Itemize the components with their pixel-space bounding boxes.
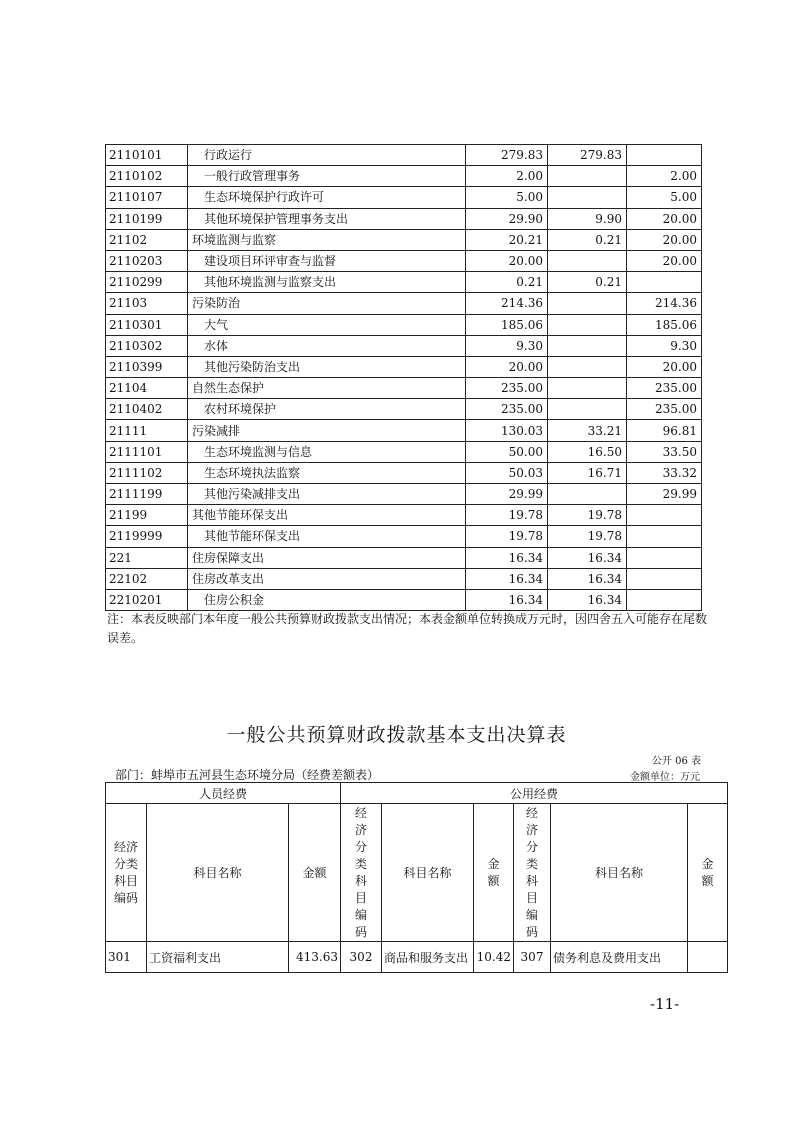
row-total: 235.00 [466,399,548,420]
code-1: 301 [106,942,147,973]
row-code: 22102 [106,568,188,589]
row-code: 221 [106,547,188,568]
group-header-row [106,783,728,804]
col-code-public-2-label: 经济分类科目编码 [525,805,538,939]
col-name-public-2: 科目名称 [551,804,688,942]
row-project: 33.32 [627,462,702,483]
code-3: 307 [514,942,551,973]
row-project [627,145,702,166]
row-code: 21102 [106,229,188,250]
row-code: 2110107 [106,187,188,208]
row-code: 2110302 [106,335,188,356]
row-basic [548,166,627,187]
row-name: 自然生态保护 [188,378,466,399]
row-name: 农村环境保护 [188,399,466,420]
row-basic: 16.34 [548,589,627,610]
amount-2: 10.42 [474,942,514,973]
row-basic [548,335,627,356]
row-total: 214.36 [466,293,548,314]
table-row [106,589,702,610]
row-code: 21104 [106,378,188,399]
table-row [106,272,702,293]
row-basic: 19.78 [548,505,627,526]
row-name: 污染减排 [188,420,466,441]
table-row [106,356,702,377]
row-project: 235.00 [627,399,702,420]
row-basic [548,250,627,271]
col-amount-personnel: 金额 [289,804,341,942]
row-code: 2210201 [106,589,188,610]
amount-1: 413.63 [289,942,341,973]
table-row [106,229,702,250]
row-project: 20.00 [627,229,702,250]
row-project: 214.36 [627,293,702,314]
table-note: 注：本表反映部门本年度一般公共预算财政拨款支出情况；本表金额单位转换成万元时，因四舍五入可能存在尾数误差。 [107,612,708,645]
col-amount-public-1-label: 金额 [487,856,500,888]
row-name: 行政运行 [188,145,466,166]
row-basic [548,314,627,335]
row-total: 29.90 [466,208,548,229]
row-basic: 279.83 [548,145,627,166]
row-total: 16.34 [466,589,548,610]
row-name: 其他节能环保支出 [188,526,466,547]
row-project: 20.00 [627,250,702,271]
amount-unit-label: 金额单位：万元 [630,772,700,783]
row-code: 2110399 [106,356,188,377]
col-amount-public-1 [474,804,514,942]
row-name: 建设项目环评审查与监督 [188,250,466,271]
row-total: 16.34 [466,568,548,589]
expenditure-detail-table [105,144,702,611]
department-label: 部门：蚌埠市五河县生态环境分局（经费差额表） [115,768,380,782]
row-project: 20.00 [627,356,702,377]
row-name: 住房公积金 [188,589,466,610]
row-basic [548,484,627,505]
row-basic [548,378,627,399]
row-code: 2110203 [106,250,188,271]
table-row [106,505,702,526]
row-basic [548,293,627,314]
row-project [627,589,702,610]
col-code-personnel-label: 经济分类科目编码 [113,839,138,905]
table-row [106,145,702,166]
row-name: 大气 [188,314,466,335]
row-project [627,547,702,568]
row-basic: 19.78 [548,526,627,547]
row-code: 2119999 [106,526,188,547]
table-row [106,399,702,420]
table-row [106,335,702,356]
table-row [106,378,702,399]
row-basic: 16.71 [548,462,627,483]
row-name: 生态环境执法监察 [188,462,466,483]
col-amount-public-2 [688,804,728,942]
row-code: 21199 [106,505,188,526]
table-number: 公开 06 表 [651,756,701,767]
row-total: 279.83 [466,145,548,166]
row-total: 19.78 [466,526,548,547]
col-code-personnel [106,804,147,942]
row-total: 20.21 [466,229,548,250]
public-group-header: 公用经费 [341,783,728,804]
row-project: 5.00 [627,187,702,208]
row-project [627,272,702,293]
row-total: 19.78 [466,505,548,526]
row-project: 9.30 [627,335,702,356]
row-basic [548,399,627,420]
row-name: 生态环境监测与信息 [188,441,466,462]
row-name: 其他污染减排支出 [188,484,466,505]
code-2: 302 [341,942,382,973]
name-2: 商品和服务支出 [382,942,474,973]
table-row [106,250,702,271]
table-row [106,208,702,229]
row-name: 其他环境监测与监察支出 [188,272,466,293]
row-project: 235.00 [627,378,702,399]
table-row [106,166,702,187]
row-code: 2110299 [106,272,188,293]
row-code: 2110101 [106,145,188,166]
table-row [106,942,728,973]
row-basic: 16.34 [548,568,627,589]
row-basic: 33.21 [548,420,627,441]
table-row [106,526,702,547]
table-row [106,420,702,441]
row-basic: 0.21 [548,229,627,250]
col-code-public-1 [341,804,382,942]
amount-3 [688,942,728,973]
row-code: 2110402 [106,399,188,420]
row-code: 2111199 [106,484,188,505]
row-project: 185.06 [627,314,702,335]
row-name: 生态环境保护行政许可 [188,187,466,208]
row-name: 住房保障支出 [188,547,466,568]
row-basic [548,356,627,377]
col-name-public-1: 科目名称 [382,804,474,942]
row-name: 环境监测与监察 [188,229,466,250]
table-row [106,187,702,208]
table-row [106,462,702,483]
row-project: 2.00 [627,166,702,187]
col-code-public-1-label: 经济分类科目编码 [354,805,367,939]
row-total: 235.00 [466,378,548,399]
table-row [106,484,702,505]
column-header-row [106,804,728,942]
row-name: 水体 [188,335,466,356]
col-code-public-2 [514,804,551,942]
row-project: 20.00 [627,208,702,229]
basic-expenditure-table [105,782,728,973]
page-number: -11- [650,995,680,1013]
row-name: 一般行政管理事务 [188,166,466,187]
row-code: 21103 [106,293,188,314]
row-name: 污染防治 [188,293,466,314]
row-code: 2110301 [106,314,188,335]
row-total: 5.00 [466,187,548,208]
row-basic: 16.34 [548,547,627,568]
row-total: 9.30 [466,335,548,356]
row-total: 50.00 [466,441,548,462]
row-project: 33.50 [627,441,702,462]
row-basic: 0.21 [548,272,627,293]
row-total: 130.03 [466,420,548,441]
row-total: 29.99 [466,484,548,505]
row-basic: 9.90 [548,208,627,229]
row-code: 2110199 [106,208,188,229]
row-total: 16.34 [466,547,548,568]
row-project [627,568,702,589]
row-name: 其他污染防治支出 [188,356,466,377]
row-project [627,505,702,526]
name-1: 工资福利支出 [147,942,289,973]
row-total: 20.00 [466,250,548,271]
row-name: 其他环境保护管理事务支出 [188,208,466,229]
name-3: 债务利息及费用支出 [551,942,688,973]
table-row [106,547,702,568]
col-amount-public-2-label: 金额 [701,856,714,888]
row-name: 其他节能环保支出 [188,505,466,526]
table-row [106,568,702,589]
row-project: 96.81 [627,420,702,441]
col-name-personnel: 科目名称 [147,804,289,942]
row-code: 2111101 [106,441,188,462]
row-total: 0.21 [466,272,548,293]
row-total: 50.03 [466,462,548,483]
table-row [106,293,702,314]
row-total: 20.00 [466,356,548,377]
table-row [106,314,702,335]
section-title: 一般公共预算财政拨款基本支出决算表 [226,724,567,746]
expenditure-detail-body [106,145,702,611]
row-code: 2110102 [106,166,188,187]
personnel-group-header: 人员经费 [106,783,341,804]
row-code: 2111102 [106,462,188,483]
row-project: 29.99 [627,484,702,505]
row-basic [548,187,627,208]
row-code: 21111 [106,420,188,441]
row-project [627,526,702,547]
row-name: 住房改革支出 [188,568,466,589]
row-basic: 16.50 [548,441,627,462]
row-total: 185.06 [466,314,548,335]
row-total: 2.00 [466,166,548,187]
table-row [106,441,702,462]
